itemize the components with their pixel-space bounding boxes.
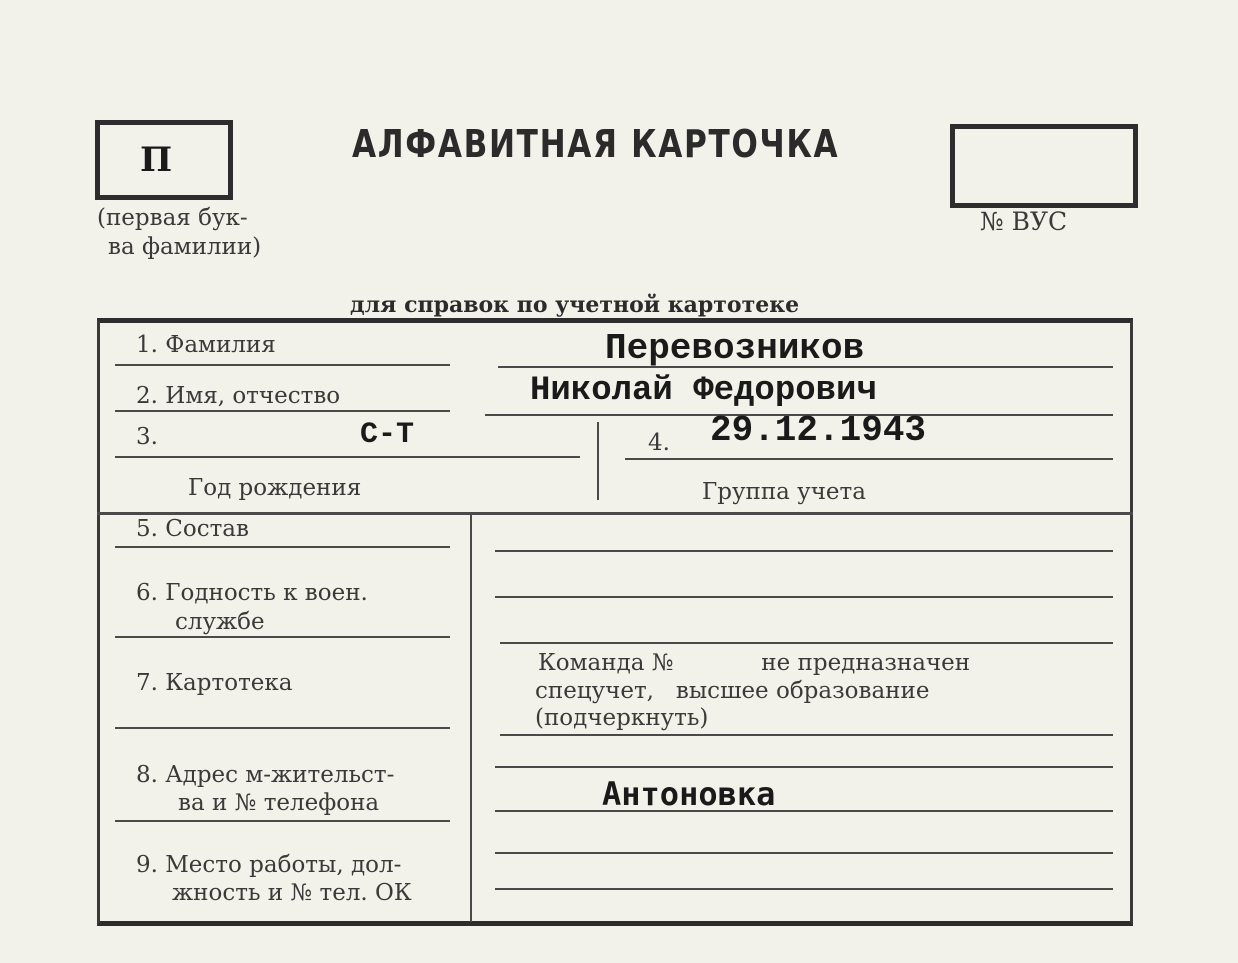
field-6-label-1: 6. Годность к воен. [136, 580, 368, 606]
field-4-value: 29.12.1943 [710, 410, 927, 451]
field-5-label: 5. Состав [136, 516, 249, 542]
letter-caption-1: (первая бук- [97, 205, 248, 231]
group-label: Группа учета [702, 479, 866, 505]
field-8-value: Антоновка [602, 775, 776, 813]
vus-label: № ВУС [980, 207, 1068, 236]
card-subtitle: для справок по учетной картотеке [350, 292, 800, 318]
field-3-value: С-Т [360, 418, 415, 452]
field-4-label: 4. [648, 430, 670, 456]
field-3-label: 3. [136, 424, 158, 450]
field-8-label-2: ва и № телефона [178, 790, 380, 816]
field-7-label: 7. Картотека [136, 670, 293, 696]
field-2-value: Николай Федорович [530, 372, 877, 410]
letter-caption-2: ва фамилии) [108, 234, 262, 260]
surname-letter: П [140, 140, 173, 180]
field-9-label-2: жность и № тел. ОК [172, 880, 412, 906]
card-title: АЛФАВИТНАЯ КАРТОЧКА [352, 122, 840, 166]
command-line-1: Команда № не предназначен [538, 650, 971, 676]
command-line-3: (подчеркнуть) [535, 705, 709, 731]
vus-box [950, 124, 1138, 208]
field-1-label: 1. Фамилия [136, 332, 276, 358]
field-8-label-1: 8. Адрес м-жительст- [136, 762, 395, 788]
birth-year-label: Год рождения [188, 475, 362, 501]
command-line-2: спецучет, высшее образование [535, 678, 930, 704]
field-1-value: Перевозников [605, 328, 865, 369]
field-2-label: 2. Имя, отчество [136, 383, 341, 409]
field-6-label-2: службе [175, 609, 265, 635]
field-9-label-1: 9. Место работы, дол- [136, 852, 402, 878]
